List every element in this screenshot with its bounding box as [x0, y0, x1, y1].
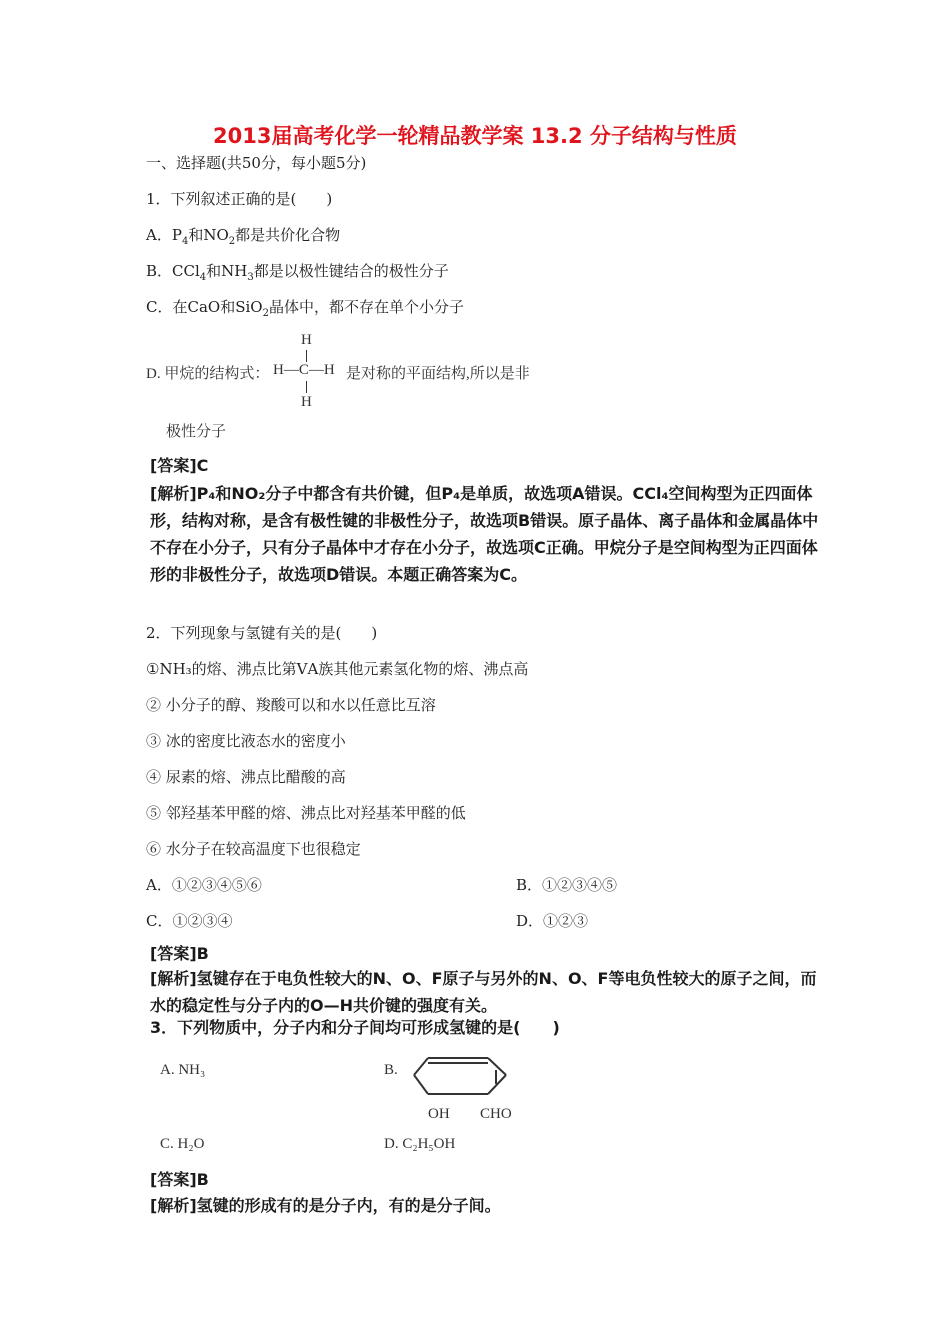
q3-answer: [答案]B	[150, 1170, 209, 1189]
q3-analysis: [解析]氢键的形成有的是分子内，有的是分子间。	[150, 1196, 501, 1215]
q3-stem: 3．下列物质中，分子内和分子间均可形成氢键的是( )	[150, 1018, 560, 1037]
q3-option-a: A. NH₃	[160, 1062, 206, 1078]
q2-item-5: ⑤ 邻羟基苯甲醛的熔、沸点比对羟基苯甲醛的低	[146, 804, 466, 822]
q1-option-a: A．$P_4$和$NO_2$都是共价化合物	[146, 226, 341, 247]
q3-option-d: D. C₂H₅OH	[384, 1136, 456, 1152]
q2-stem: 2．下列现象与氢键有关的是( )	[146, 624, 378, 642]
q3-option-c: C. H₂O	[160, 1136, 205, 1152]
q2-option-a: A．①②③④⑤⑥	[146, 876, 262, 894]
q2-analysis: [解析]氢键存在于电负性较大的N、O、F原子与另外的N、O、F等电负性较大的原子之间，而水的稳定性与分子内的O—H共价键的强度有关。	[150, 969, 817, 1015]
q2-item-3: ③ 冰的密度比液态水的密度小	[146, 732, 346, 750]
q1-option-d-text-2: 极性分子	[166, 424, 227, 440]
q3-cho-group: CHO	[480, 1106, 512, 1122]
q1-option-d-text: 是对称的平面结构,所以是非	[346, 366, 530, 382]
q2-option-c: C．①②③④	[146, 912, 233, 930]
q2-item-1: ①NH₃的熔、沸点比第ⅤA族其他元素氢化物的熔、沸点高	[146, 660, 529, 678]
salicylaldehyde-ring-icon	[410, 1048, 510, 1102]
q2-option-d: D．①②③	[516, 912, 589, 930]
q3-oh-group: OH	[428, 1106, 450, 1122]
q3-option-b-label: B.	[384, 1062, 398, 1078]
q2-option-b: B．①②③④⑤	[516, 876, 618, 894]
document-title: 2013届高考化学一轮精品教学案 13.2 分子结构与性质	[213, 124, 737, 148]
methane-formula-row: H—C—H	[273, 362, 335, 378]
q1-answer: [答案]C	[150, 456, 209, 475]
q2-item-6: ⑥ 水分子在较高温度下也很稳定	[146, 840, 361, 858]
methane-bond-bottom	[306, 381, 307, 393]
q1-stem: 1．下列叙述正确的是( )	[146, 190, 333, 208]
methane-h-bottom: H	[301, 394, 312, 410]
methane-h-top: H	[301, 332, 312, 348]
methane-bond-top	[306, 350, 307, 362]
q1-option-d-label: D. 甲烷的结构式：	[146, 366, 270, 382]
section-heading: 一、选择题(共50分，每小题5分)	[146, 154, 367, 172]
q1-option-b: B．CCl$_4$和$NH_3$都是以极性键结合的极性分子	[146, 262, 449, 283]
q1-analysis: [解析]P₄和NO₂分子中都含有共价键，但P₄是单质，故选项A错误。CCl₄空间构型为正四面体形，结构对称，是含有极性键的非极性分子，故选项B错误。原子晶体、离子晶体和金属晶体中不存在小分子，只有分子晶体中才存在小分子，故选项C正确。甲烷分子是空间构型为正四面体形的非极性分子，故选项D错误。本题正确答案为C。	[150, 484, 819, 584]
q2-answer: [答案]B	[150, 944, 209, 963]
q2-item-2: ② 小分子的醇、羧酸可以和水以任意比互溶	[146, 696, 436, 714]
q2-item-4: ④ 尿素的熔、沸点比醋酸的高	[146, 768, 346, 786]
q1-option-c: C．在CaO和SiO$_2$晶体中，都不存在单个小分子	[146, 298, 464, 319]
